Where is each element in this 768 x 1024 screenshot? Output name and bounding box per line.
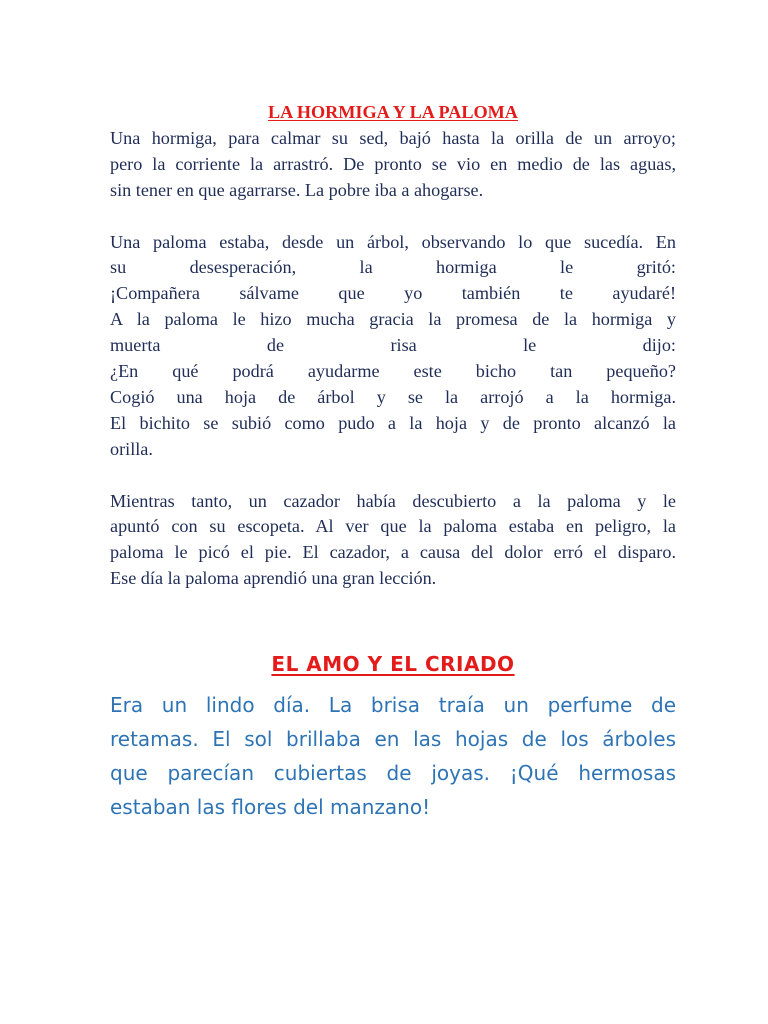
- text-line: Mientras tanto, un cazador había descubierto a la paloma y le: [110, 490, 676, 511]
- story-title: LA HORMIGA Y LA PALOMA: [268, 102, 518, 122]
- paragraph-gap: [110, 463, 676, 489]
- text-line: Ese día la paloma aprendió una gran lección.: [110, 568, 437, 589]
- text-line: paloma le picó el pie. El cazador, a causa del dolor erró el disparo.: [110, 542, 676, 563]
- text-line: muerta de risa le dijo:: [110, 335, 676, 356]
- story-hormiga-paloma: [110, 100, 676, 592]
- text-line: Una paloma estaba, desde un árbol, observando lo que sucedía. En: [110, 231, 676, 252]
- story-amo-criado: [110, 646, 676, 824]
- text-line: apuntó con su escopeta. Al ver que la paloma estaba en peligro, la: [110, 516, 676, 537]
- text-line: que parecían cubiertas de joyas. ¡Qué hermosas: [110, 761, 676, 785]
- text-line: orilla.: [110, 438, 153, 459]
- text-line: Una hormiga, para calmar su sed, bajó hasta la orilla de un arroyo;: [110, 127, 676, 148]
- story-title: EL AMO Y EL CRIADO: [271, 652, 515, 676]
- text-line: Cogió una hoja de árbol y se la arrojó a la hormiga.: [110, 386, 676, 407]
- text-line: retamas. El sol brillaba en las hojas de los árboles: [110, 727, 676, 751]
- story-paragraph-1: [110, 688, 676, 824]
- text-line: A la paloma le hizo mucha gracia la promesa de la hormiga y: [110, 309, 676, 330]
- paragraph-gap: [110, 204, 676, 230]
- text-line: ¿En qué podrá ayudarme este bicho tan pequeño?: [110, 361, 676, 382]
- text-line: pero la corriente la arrastró. De pronto se vio en medio de las aguas,: [110, 153, 676, 174]
- text-line: su desesperación, la hormiga le gritó:: [110, 257, 676, 278]
- story-paragraph-1: [110, 126, 676, 204]
- text-line: Era un lindo día. La brisa traía un perfume de: [110, 693, 676, 717]
- story-paragraph-2: [110, 230, 676, 463]
- text-line: ¡Compañera sálvame que yo también te ayudaré!: [110, 283, 676, 304]
- text-line: estaban las flores del manzano!: [110, 795, 431, 819]
- text-line: El bichito se subió como pudo a la hoja y de pronto alcanzó la: [110, 412, 676, 433]
- text-line: sin tener en que agarrarse. La pobre iba a ahogarse.: [110, 179, 484, 200]
- story-paragraph-3: [110, 489, 676, 593]
